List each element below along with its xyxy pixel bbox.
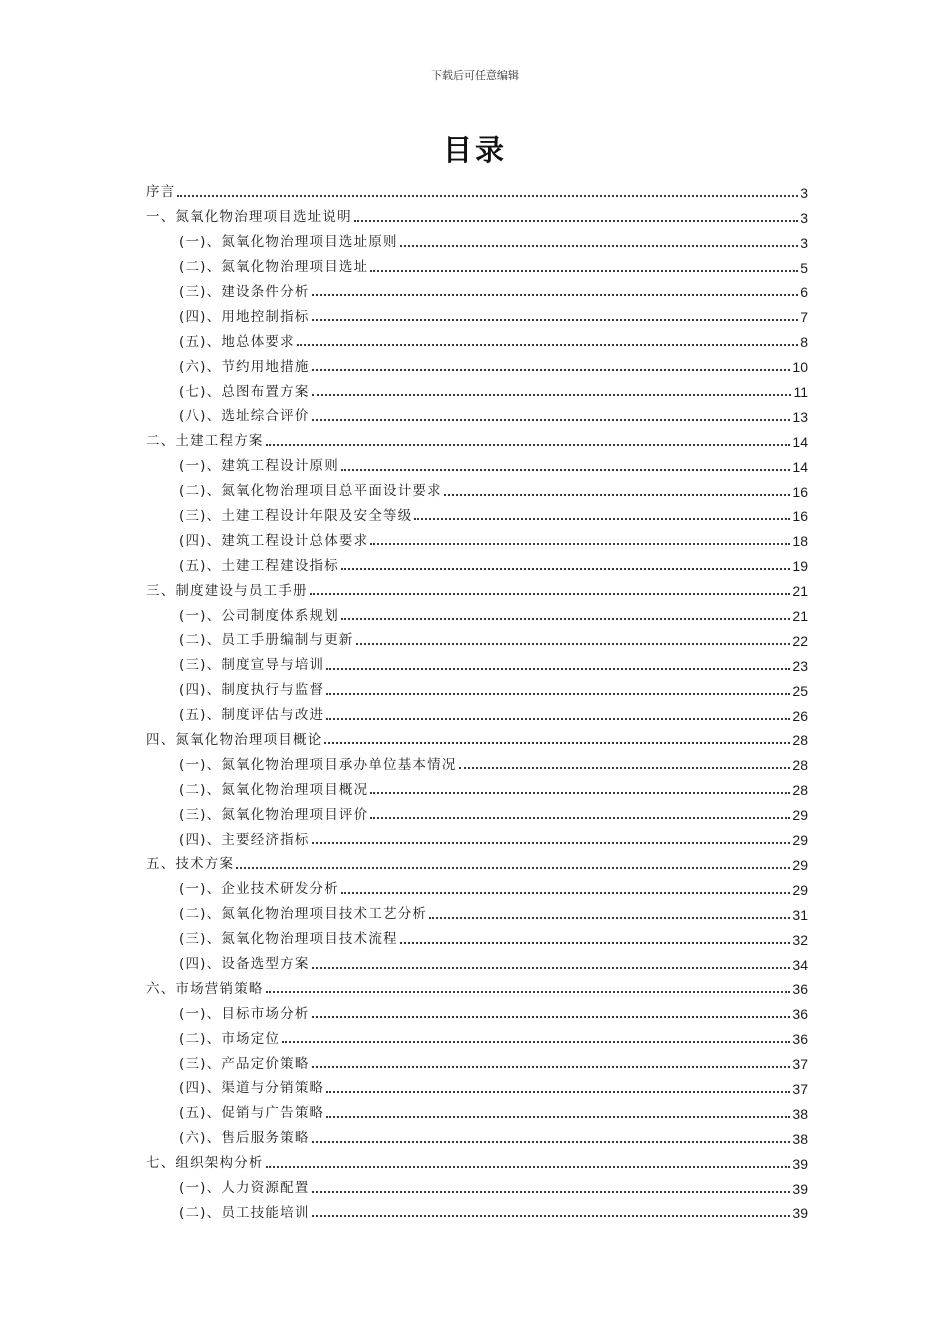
toc-dot-leader xyxy=(312,367,791,371)
toc-entry-page-number: 38 xyxy=(792,1130,808,1147)
toc-entry-page-number: 29 xyxy=(792,881,808,898)
toc-dot-leader xyxy=(429,915,790,919)
toc-entry-page-number: 34 xyxy=(792,956,808,973)
table-of-contents xyxy=(146,175,808,1220)
toc-entry[interactable] xyxy=(146,200,808,225)
toc-entry-page-number: 7 xyxy=(800,309,808,326)
toc-entry-label: (一)、人力资源配置 xyxy=(179,1180,310,1197)
toc-entry-page-number: 39 xyxy=(792,1205,808,1222)
toc-entry-page-number: 37 xyxy=(792,1056,808,1073)
toc-dot-leader xyxy=(341,467,790,471)
toc-entry-page-number: 36 xyxy=(792,981,808,998)
toc-entry-page-number: 14 xyxy=(792,433,808,450)
toc-entry[interactable] xyxy=(146,1096,808,1121)
toc-dot-leader xyxy=(266,1164,791,1168)
toc-entry-label: (四)、设备选型方案 xyxy=(179,956,310,972)
toc-entry-page-number: 38 xyxy=(792,1105,808,1122)
toc-entry[interactable] xyxy=(146,598,808,623)
toc-dot-leader xyxy=(370,790,790,794)
toc-entry[interactable] xyxy=(146,872,808,897)
toc-entry[interactable] xyxy=(146,324,808,349)
toc-entry[interactable] xyxy=(146,698,808,723)
toc-entry-page-number: 29 xyxy=(792,856,808,873)
toc-entry-label: 序言 xyxy=(146,184,176,201)
toc-entry[interactable] xyxy=(146,573,808,598)
toc-dot-leader xyxy=(312,1213,791,1217)
toc-dot-leader xyxy=(341,566,790,570)
toc-entry[interactable] xyxy=(146,275,808,300)
toc-entry-page-number: 39 xyxy=(792,1180,808,1197)
toc-entry-page-number: 29 xyxy=(792,832,808,849)
toc-entry[interactable] xyxy=(146,1146,808,1171)
toc-entry-page-number: 10 xyxy=(792,359,808,376)
toc-entry[interactable] xyxy=(146,399,808,424)
toc-entry-page-number: 19 xyxy=(792,558,808,575)
toc-entry-label: (五)、促销与广告策略 xyxy=(179,1105,325,1122)
toc-entry[interactable] xyxy=(146,996,808,1021)
toc-entry-page-number: 26 xyxy=(792,707,808,724)
toc-entry[interactable] xyxy=(146,747,808,772)
toc-entry[interactable] xyxy=(146,623,808,648)
toc-entry-page-number: 32 xyxy=(792,931,808,948)
toc-entry[interactable] xyxy=(146,250,808,275)
toc-entry-page-number: 6 xyxy=(800,284,808,301)
toc-dot-leader xyxy=(266,442,791,446)
toc-dot-leader xyxy=(177,193,798,197)
toc-entry-label: (三)、土建工程设计年限及安全等级 xyxy=(179,507,413,524)
toc-dot-leader xyxy=(312,965,791,969)
toc-entry-label: (二)、氮氧化物治理项目概况 xyxy=(179,781,369,798)
toc-dot-leader xyxy=(326,666,790,670)
toc-dot-leader xyxy=(236,865,790,869)
toc-entry-page-number: 3 xyxy=(800,234,808,251)
toc-dot-leader xyxy=(326,716,790,720)
toc-entry[interactable] xyxy=(146,474,808,499)
toc-dot-leader xyxy=(356,641,791,645)
toc-entry-label: (二)、市场定位 xyxy=(179,1030,281,1047)
toc-dot-leader xyxy=(312,317,799,321)
toc-entry-page-number: 11 xyxy=(793,384,808,401)
toc-entry-label: (一)、企业技术研发分析 xyxy=(179,881,339,898)
toc-dot-leader xyxy=(297,342,798,346)
toc-entry-label: (五)、土建工程建设指标 xyxy=(179,557,339,574)
toc-entry[interactable] xyxy=(146,349,808,374)
toc-entry-page-number: 16 xyxy=(792,508,808,525)
toc-entry-label: (二)、员工手册编制与更新 xyxy=(179,632,354,649)
toc-entry-label: (二)、氮氧化物治理项目总平面设计要求 xyxy=(179,483,442,500)
toc-entry[interactable] xyxy=(146,548,808,573)
toc-entry-label: 六、市场营销策略 xyxy=(146,980,264,997)
toc-entry[interactable] xyxy=(146,374,808,399)
toc-dot-leader xyxy=(312,1139,791,1143)
toc-entry-label: (三)、氮氧化物治理项目评价 xyxy=(179,806,369,823)
toc-entry-label: (二)、氮氧化物治理项目选址 xyxy=(179,259,369,276)
toc-dot-leader xyxy=(312,417,791,421)
toc-dot-leader xyxy=(400,243,798,247)
toc-dot-leader xyxy=(370,815,790,819)
toc-entry-page-number: 21 xyxy=(792,608,808,625)
toc-entry-page-number: 28 xyxy=(792,757,808,774)
toc-dot-leader xyxy=(414,516,790,520)
toc-entry-label: 四、氮氧化物治理项目概论 xyxy=(146,731,323,748)
toc-entry[interactable] xyxy=(146,1046,808,1071)
toc-entry-label: (四)、建筑工程设计总体要求 xyxy=(179,532,369,549)
toc-entry-label: 二、土建工程方案 xyxy=(146,433,264,450)
toc-title: 目录 xyxy=(442,133,507,167)
toc-entry-label: (五)、制度评估与改进 xyxy=(179,707,325,724)
toc-entry-page-number: 36 xyxy=(792,1006,808,1023)
toc-dot-leader xyxy=(354,218,798,222)
toc-entry[interactable] xyxy=(146,175,808,200)
toc-entry[interactable] xyxy=(146,947,808,972)
toc-dot-leader xyxy=(266,989,791,993)
toc-entry-page-number: 5 xyxy=(800,259,808,276)
toc-entry[interactable] xyxy=(146,922,808,947)
toc-entry-page-number: 3 xyxy=(800,184,808,201)
toc-entry-label: (一)、公司制度体系规划 xyxy=(179,607,339,624)
toc-entry-page-number: 21 xyxy=(792,583,808,600)
toc-dot-leader xyxy=(341,890,790,894)
toc-entry-label: (三)、建设条件分析 xyxy=(179,283,310,300)
toc-dot-leader xyxy=(282,1039,790,1043)
toc-entry-label: (四)、制度执行与监督 xyxy=(179,682,325,699)
toc-entry[interactable] xyxy=(146,299,808,324)
toc-entry-page-number: 36 xyxy=(792,1031,808,1048)
toc-entry-label: (七)、总图布置方案 xyxy=(179,383,310,400)
toc-entry[interactable] xyxy=(146,772,808,797)
toc-dot-leader xyxy=(444,492,791,496)
toc-entry-page-number: 28 xyxy=(792,732,808,749)
toc-entry-page-number: 16 xyxy=(792,483,808,500)
toc-dot-leader xyxy=(370,541,790,545)
toc-entry[interactable] xyxy=(146,523,808,548)
toc-entry[interactable] xyxy=(146,1021,808,1046)
toc-entry[interactable] xyxy=(146,1121,808,1146)
toc-entry-page-number: 28 xyxy=(792,782,808,799)
toc-entry[interactable] xyxy=(146,499,808,524)
toc-dot-leader xyxy=(310,591,791,595)
toc-entry-page-number: 23 xyxy=(792,657,808,674)
toc-entry-label: (三)、制度宣导与培训 xyxy=(179,657,325,674)
toc-entry-page-number: 18 xyxy=(792,533,808,550)
toc-entry-label: (八)、选址综合评价 xyxy=(179,408,310,425)
toc-dot-leader xyxy=(312,292,799,296)
toc-dot-leader xyxy=(326,1114,790,1118)
toc-dot-leader xyxy=(312,392,792,396)
toc-entry-label: (一)、氮氧化物治理项目承办单位基本情况 xyxy=(179,756,457,773)
toc-entry-label: (一)、目标市场分析 xyxy=(179,1005,310,1022)
toc-entry-label: 五、技术方案 xyxy=(146,856,235,873)
toc-dot-leader xyxy=(341,616,790,620)
toc-entry-label: 七、组织架构分析 xyxy=(146,1155,264,1172)
toc-dot-leader xyxy=(312,840,791,844)
toc-entry[interactable] xyxy=(146,822,808,847)
toc-entry-label: (二)、氮氧化物治理项目技术工艺分析 xyxy=(179,906,428,923)
toc-entry-page-number: 3 xyxy=(800,209,808,226)
toc-entry-page-number: 13 xyxy=(792,408,808,425)
toc-entry-page-number: 22 xyxy=(792,632,808,649)
toc-entry-page-number: 39 xyxy=(792,1155,808,1172)
toc-entry[interactable] xyxy=(146,424,808,449)
toc-entry-label: (二)、员工技能培训 xyxy=(179,1204,310,1221)
toc-entry[interactable] xyxy=(146,449,808,474)
toc-entry-label: (四)、主要经济指标 xyxy=(179,831,310,848)
toc-entry-label: (一)、建筑工程设计原则 xyxy=(179,458,339,475)
toc-entry-label: (三)、氮氧化物治理项目技术流程 xyxy=(179,931,398,948)
toc-dot-leader xyxy=(312,1014,791,1018)
toc-entry-label: (六)、售后服务策略 xyxy=(179,1130,310,1147)
toc-dot-leader xyxy=(326,691,790,695)
toc-entry-label: (六)、节约用地措施 xyxy=(179,358,310,375)
toc-entry-label: (一)、氮氧化物治理项目选址原则 xyxy=(179,234,398,251)
toc-entry[interactable] xyxy=(146,847,808,872)
toc-dot-leader xyxy=(312,1064,791,1068)
toc-entry-label: (四)、用地控制指标 xyxy=(179,308,310,325)
toc-entry-label: (四)、渠道与分销策略 xyxy=(179,1080,325,1097)
toc-entry-page-number: 25 xyxy=(792,682,808,699)
toc-entry[interactable] xyxy=(146,1196,808,1221)
toc-entry[interactable] xyxy=(146,972,808,997)
toc-entry[interactable] xyxy=(146,1071,808,1096)
toc-entry[interactable] xyxy=(146,897,808,922)
toc-entry-page-number: 14 xyxy=(792,458,808,475)
toc-entry[interactable] xyxy=(146,648,808,673)
toc-entry-label: 一、氮氧化物治理项目选址说明 xyxy=(146,209,352,226)
toc-entry-label: (三)、产品定价策略 xyxy=(179,1055,310,1072)
toc-entry[interactable] xyxy=(146,225,808,250)
toc-dot-leader xyxy=(312,1189,791,1193)
toc-entry-page-number: 29 xyxy=(792,807,808,824)
header-note: 下载后可任意编辑 xyxy=(431,69,519,82)
toc-dot-leader xyxy=(370,268,798,272)
toc-entry[interactable] xyxy=(146,797,808,822)
toc-entry-label: 三、制度建设与员工手册 xyxy=(146,582,308,599)
toc-entry-page-number: 37 xyxy=(792,1080,808,1097)
toc-dot-leader xyxy=(324,740,790,744)
toc-entry-page-number: 31 xyxy=(792,906,808,923)
toc-entry[interactable] xyxy=(146,673,808,698)
toc-entry[interactable] xyxy=(146,723,808,748)
toc-entry-page-number: 8 xyxy=(800,334,808,351)
toc-entry-label: (五)、地总体要求 xyxy=(179,333,295,350)
toc-dot-leader xyxy=(459,765,791,769)
toc-entry[interactable] xyxy=(146,1171,808,1196)
toc-dot-leader xyxy=(400,940,791,944)
toc-dot-leader xyxy=(326,1089,790,1093)
